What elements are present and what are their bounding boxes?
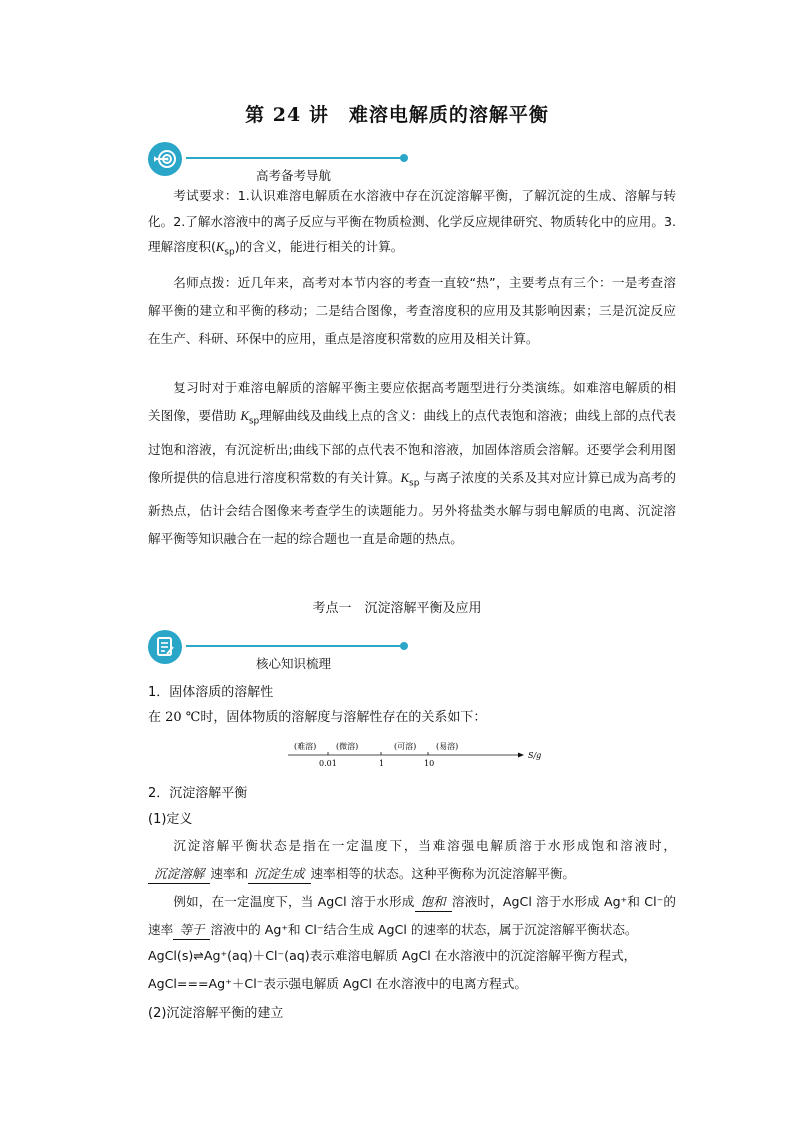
- page-title: 第 24 讲 难溶电解质的溶解平衡: [245, 104, 549, 126]
- topic-heading: 考点一 沉淀溶解平衡及应用: [312, 601, 482, 616]
- section-label: 高考备考导航: [256, 168, 332, 183]
- example-text-c: 溶液中的 Ag⁺和 Cl⁻结合生成 AgCl 的速率的状态，属于沉淀溶解平衡状态。: [210, 922, 638, 937]
- review-advice: [148, 374, 676, 553]
- teacher-tips: 名师点拨：近几年来，高考对本节内容的考查一直较“热”，主要考点有三个：一是考查溶解平衡的建立和平衡的移动；二是结合图像，考查溶度积的应用及其影响因素；三是沉淀反应在生产、科研、环保中的应用，重点是溶度积常数的应用及相关计算。: [148, 275, 676, 346]
- review-text-3: 与离子浓度的关系及其对应计算已成为高考的新热点，估计会结合图像来考查学生的读题能力。另外将盐类水解与弱电解质的电离、沉淀溶解平衡等知识融合在一起的综合题也一直是命题的热点。: [148, 469, 676, 547]
- review-text-2: 理解曲线及曲线上点的含义：曲线上的点代表饱和溶液；曲线上部的点代表过饱和溶液，有沉淀析出;曲线下部的点代表不饱和溶液，加固体溶质会溶解。还要学会利用图像所提供的信息进行溶度积常数的有关计算。: [148, 408, 676, 485]
- equation-line-1: AgCl(s)⇌Ag⁺(aq)＋Cl⁻(aq)表示难溶电解质 AgCl 在水溶液中的沉淀溶解平衡方程式，: [148, 948, 637, 963]
- ksp-symbol: K: [215, 240, 225, 254]
- section-divider: [186, 645, 402, 647]
- scale-label-very-soluble: (易溶): [436, 742, 459, 751]
- example-paragraph: [148, 888, 676, 944]
- scale-label-soluble: (可溶): [394, 742, 417, 751]
- ksp-subscript: sp: [224, 247, 235, 258]
- ksp-subscript: sp: [248, 416, 260, 427]
- scale-axis-label: S/g: [528, 751, 542, 760]
- scale-tick-label: 1: [379, 759, 385, 768]
- item-2-heading: 2．沉淀溶解平衡: [148, 786, 248, 801]
- solubility-scale: [286, 738, 556, 770]
- scale-label-insoluble: (难溶): [294, 742, 317, 751]
- definition-text-a: 沉淀溶解平衡状态是指在一定温度下，当难溶强电解质溶于水形成饱和溶液时，: [173, 838, 676, 853]
- ksp-symbol: K: [240, 409, 249, 423]
- item-1-heading: 1．固体溶质的溶解性: [148, 685, 274, 700]
- notes-icon: [148, 630, 182, 664]
- ksp-subscript: sp: [409, 478, 420, 489]
- answer-blank: 沉淀生成: [248, 865, 310, 884]
- requirements-end-text: )的含义，能进行相关的计算。: [234, 239, 404, 254]
- scale-arrow-icon: [518, 753, 524, 758]
- scale-tick-label: 0.01: [319, 759, 337, 768]
- definition-paragraph: [148, 832, 676, 888]
- section-divider: [186, 157, 402, 159]
- answer-blank: 沉淀溶解: [148, 865, 210, 884]
- section-label: 核心知识梳理: [256, 656, 332, 671]
- example-text-a: 例如，在一定温度下，当 AgCl 溶于水形成: [173, 894, 415, 909]
- requirements-text: 考试要求：1.认识难溶电解质在水溶液中存在沉淀溶解平衡，了解沉淀的生成、溶解与转化。2.了解水溶液中的离子反应与平衡在物质检测、化学反应规律研究、物质转化中的应用。3.理解溶度积(: [148, 188, 676, 254]
- subitem-establishment: (2)沉淀溶解平衡的建立: [148, 1006, 284, 1021]
- ksp-symbol: K: [400, 470, 409, 485]
- exam-requirements: [148, 183, 676, 266]
- section-header-exam-guide: [148, 142, 408, 182]
- review-text-1: 复习时对于难溶电解质的溶解平衡主要应依据高考题型进行分类演练。如难溶电解质的相关图像，要借助: [148, 380, 676, 423]
- answer-blank: 饱和: [415, 893, 452, 912]
- answer-blank: 等于: [173, 921, 210, 940]
- equation-line-2: AgCl===Ag⁺＋Cl⁻表示强电解质 AgCl 在水溶液中的电离方程式。: [148, 976, 527, 991]
- target-icon: [148, 142, 182, 176]
- section-header-core-knowledge: [148, 630, 408, 670]
- item-1-description: 在 20 ℃时，固体物质的溶解度与溶解性存在的关系如下：: [148, 710, 487, 725]
- definition-text-c: 速率相等的状态。这种平衡称为沉淀溶解平衡。: [310, 866, 575, 881]
- example-text-b: 溶液时，AgCl 溶于水形成 Ag⁺和 Cl⁻的速率: [148, 894, 676, 937]
- subitem-definition: (1)定义: [148, 812, 193, 827]
- scale-label-slightly-soluble: (微溶): [336, 742, 359, 751]
- scale-tick-label: 10: [424, 759, 435, 768]
- section-divider-dot: [400, 154, 408, 162]
- section-divider-dot: [400, 642, 408, 650]
- definition-text-b: 速率和: [210, 866, 249, 881]
